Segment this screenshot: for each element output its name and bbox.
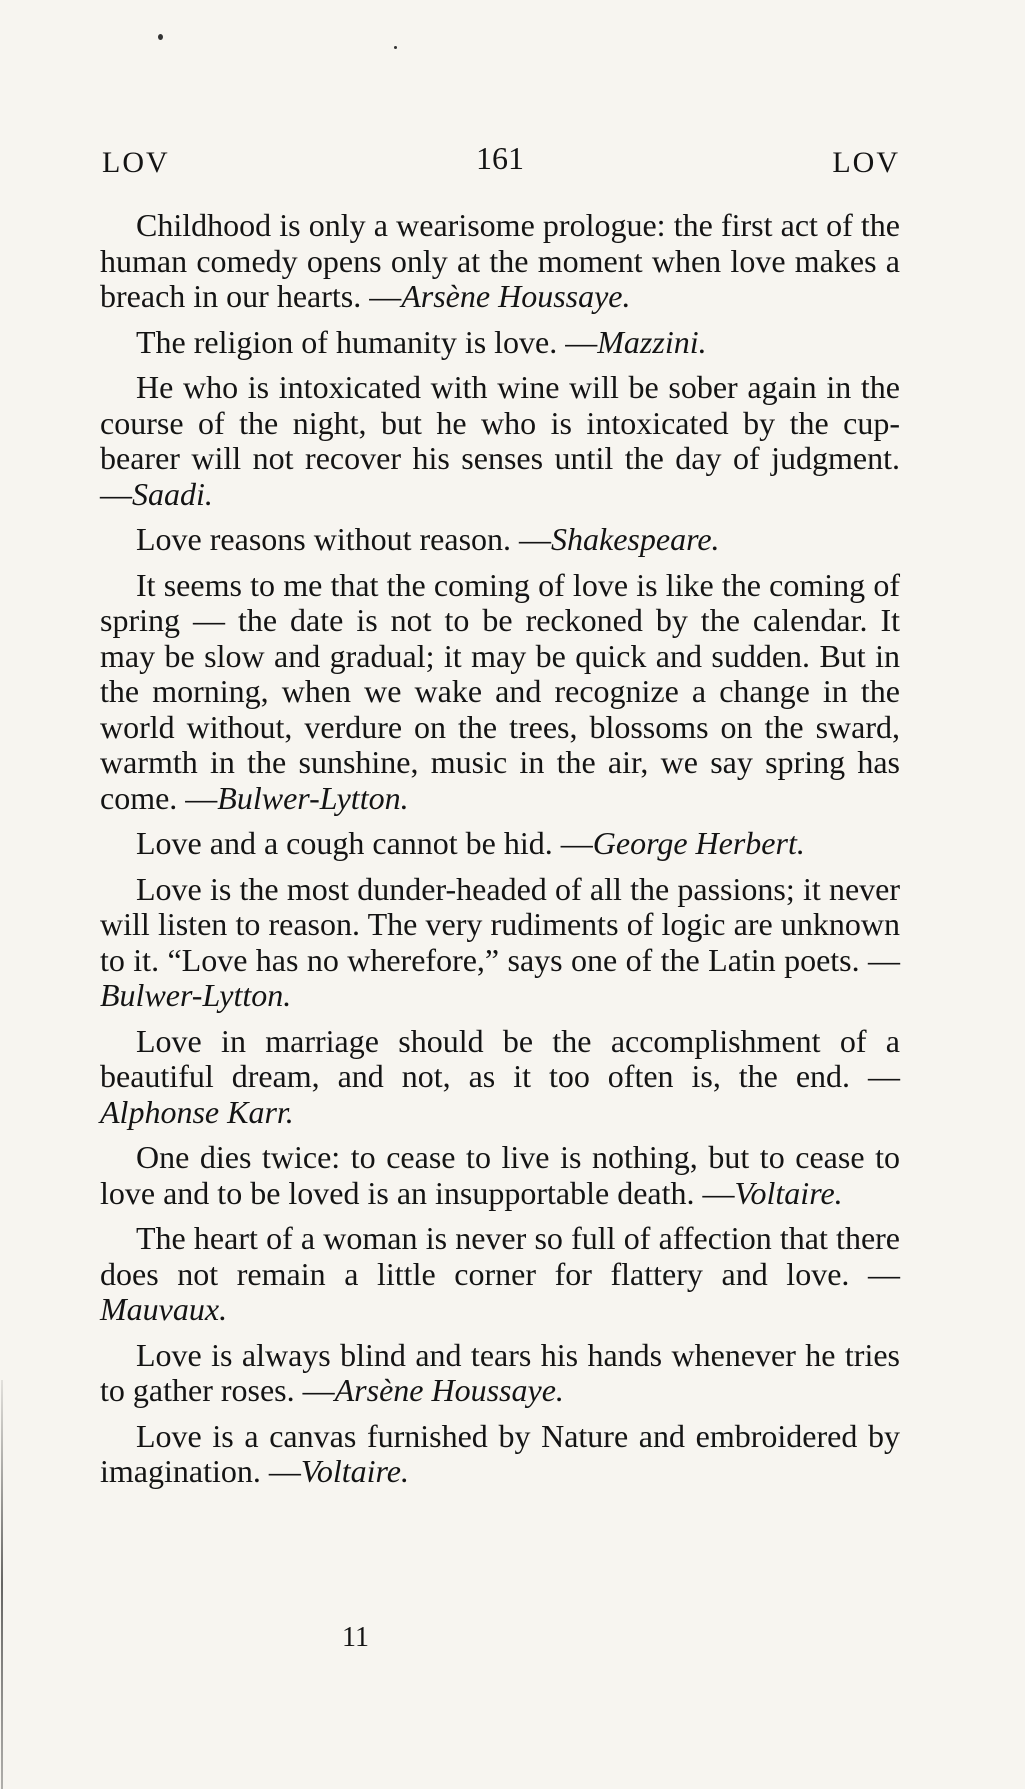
quote-text: Love is the most dunder-headed of all the passions; it never will listen to reason. The very rudiments of logic are unknown to it. “Love has no wherefore,” says one of the Latin poets. — <box>100 870 900 978</box>
quotation-entry <box>100 1140 900 1211</box>
quote-author: Bulwer-Lytton. <box>217 779 409 816</box>
quote-text: Love in marriage should be the accomplishment of a beautiful dream, and not, as it too often is, the end. — <box>100 1022 900 1094</box>
page-edge-shadow <box>1 1380 3 1789</box>
quotation-entry <box>100 1221 900 1328</box>
quote-author: Arsène Houssaye. <box>334 1372 564 1408</box>
signature-mark: 11 <box>342 1622 369 1653</box>
quotation-entry <box>100 872 900 1014</box>
quote-author: Alphonse Karr. <box>100 1093 294 1130</box>
quotation-entry <box>100 208 900 315</box>
ink-speck <box>394 46 397 49</box>
quote-text: Love is always blind and tears his hands whenever he tries to gather roses. — <box>100 1336 900 1408</box>
quotation-entry <box>100 826 900 862</box>
quote-text: He who is intoxicated with wine will be sober again in the course of the night, but he who is intoxicated by the cup-bearer will not recover his senses until the day of judgment. — <box>100 369 900 512</box>
header-left-guideword: LOV <box>102 146 170 179</box>
quote-author: Bulwer-Lytton. <box>100 977 292 1013</box>
quote-author: Saadi. <box>132 475 213 512</box>
quote-text: One dies twice: to cease to live is nothing, but to cease to love and to be loved is an insupportable death. — <box>100 1139 900 1211</box>
quote-text: The religion of humanity is love. — <box>136 323 598 360</box>
quotations-list <box>100 208 900 1500</box>
quote-text: Love and a cough cannot be hid. — <box>136 825 593 861</box>
ink-speck <box>158 34 163 40</box>
quote-author: Voltaire. <box>734 1174 843 1211</box>
running-header <box>100 140 900 184</box>
header-right-guideword: LOV <box>832 146 900 179</box>
quote-author: Voltaire. <box>300 1453 409 1489</box>
quotation-entry <box>100 1338 900 1409</box>
quote-text: Childhood is only a wearisome prologue: the first act of the human comedy opens only at the moment when love makes a breach in our hearts. — <box>100 207 900 314</box>
quote-author: Mazzini. <box>597 323 707 360</box>
quote-author: Shakespeare. <box>551 521 720 557</box>
quotation-entry <box>100 325 900 361</box>
quote-text: It seems to me that the coming of love is like the coming of spring — the date is not to be reckoned by the calendar. It may be slow and gradual; it may be quick and sudden. But in the morning, when we wake and recognize a change in the world without, verdure on the trees, blossoms on the sward, warmth in the sunshine, music in the air, we say spring has come. — <box>100 566 900 816</box>
quote-author: George Herbert. <box>592 825 805 861</box>
quote-text: The heart of a woman is never so full of affection that there does not remain a little corner for flattery and love. — <box>100 1220 900 1292</box>
quote-text: Love is a canvas furnished by Nature and embroidered by imagination. — <box>100 1417 900 1489</box>
quotation-entry <box>100 522 900 558</box>
quote-text: Love reasons without reason. — <box>136 521 552 557</box>
quote-author: Arsène Houssaye. <box>401 278 631 314</box>
page-number: 161 <box>476 140 524 176</box>
quotation-entry <box>100 1419 900 1490</box>
quotation-entry <box>100 370 900 512</box>
quotation-entry <box>100 568 900 817</box>
quotation-entry <box>100 1024 900 1131</box>
quote-author: Mauvaux. <box>100 1291 228 1327</box>
